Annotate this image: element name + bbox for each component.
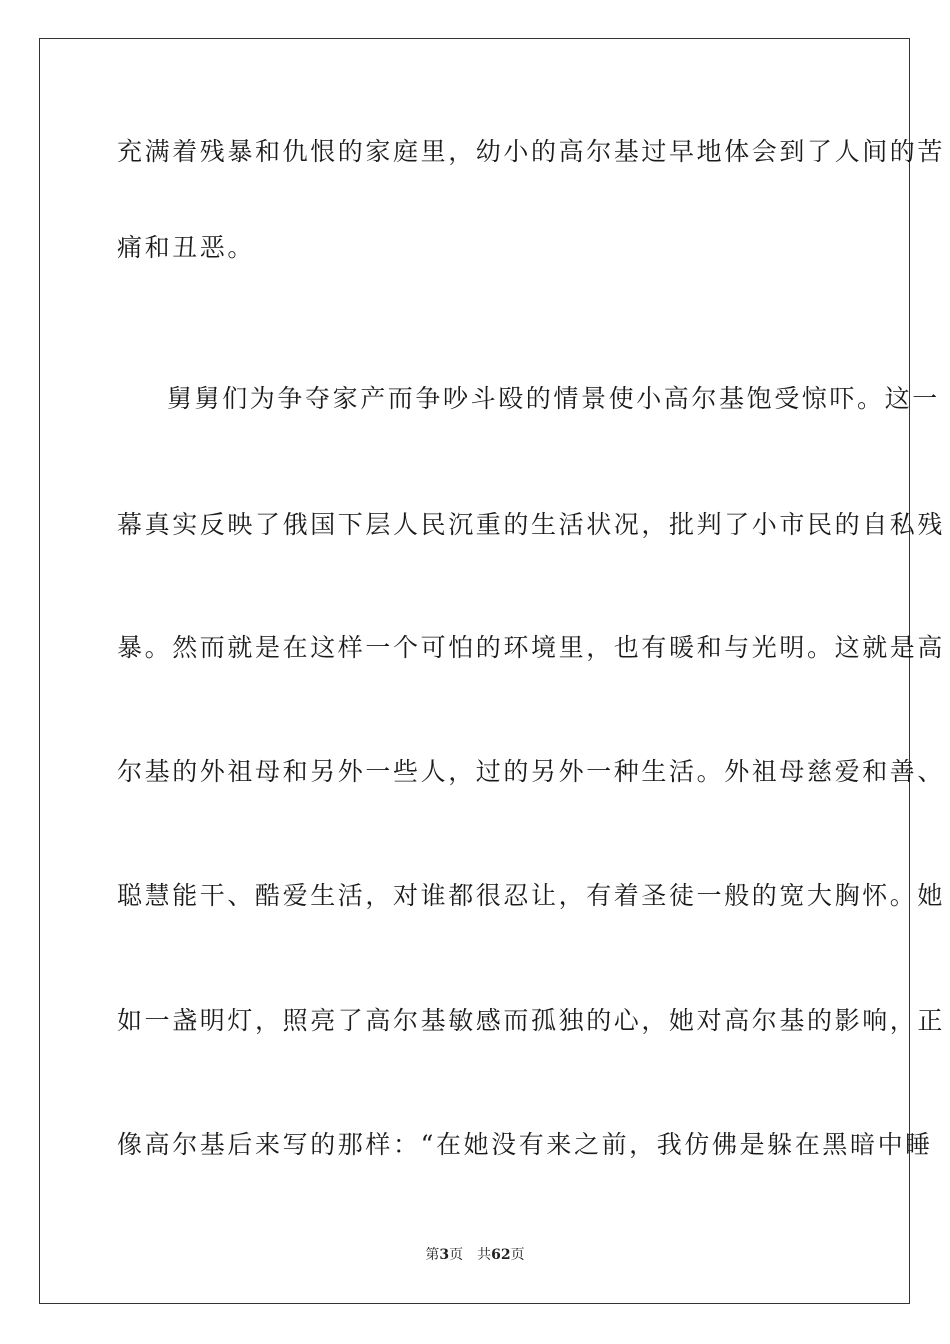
text-line-3: 舅舅们为争夺家产而争吵斗殴的情景使小高尔基饱受惊吓。这一 <box>167 384 940 413</box>
footer-total-prefix: 共 <box>477 1247 492 1263</box>
page-border <box>39 38 946 1304</box>
footer-page-prefix: 第 <box>425 1247 440 1263</box>
text-line-7: 聪慧能干、酷爱生活，对谁都很忍让，有着圣徒一般的宽大胸怀。她 <box>117 881 946 910</box>
text-line-6: 尔基的外祖母和另外一些人，过的另外一种生活。外祖母慈爱和善、 <box>117 757 946 786</box>
text-line-2: 痛和丑恶。 <box>117 233 256 262</box>
text-line-8: 如一盏明灯，照亮了高尔基敏感而孤独的心，她对高尔基的影响，正 <box>117 1006 946 1035</box>
text-line-5: 暴。然而就是在这样一个可怕的环境里，也有暖和与光明。这就是高 <box>117 633 946 662</box>
page-footer <box>0 1245 950 1265</box>
footer-page-suffix: 页 <box>449 1247 464 1263</box>
footer-total-suffix: 页 <box>510 1247 525 1263</box>
text-line-1: 充满着残暴和仇恨的家庭里，幼小的高尔基过早地体会到了人间的苦 <box>117 137 946 166</box>
text-line-9: 像高尔基后来写的那样：“在她没有来之前，我仿佛是躲在黑暗中睡 <box>117 1130 933 1159</box>
text-line-4: 幕真实反映了俄国下层人民沉重的生活状况，批判了小市民的自私残 <box>117 510 946 539</box>
footer-page-number: 3 <box>439 1247 450 1263</box>
footer-total-pages: 62 <box>491 1247 511 1263</box>
